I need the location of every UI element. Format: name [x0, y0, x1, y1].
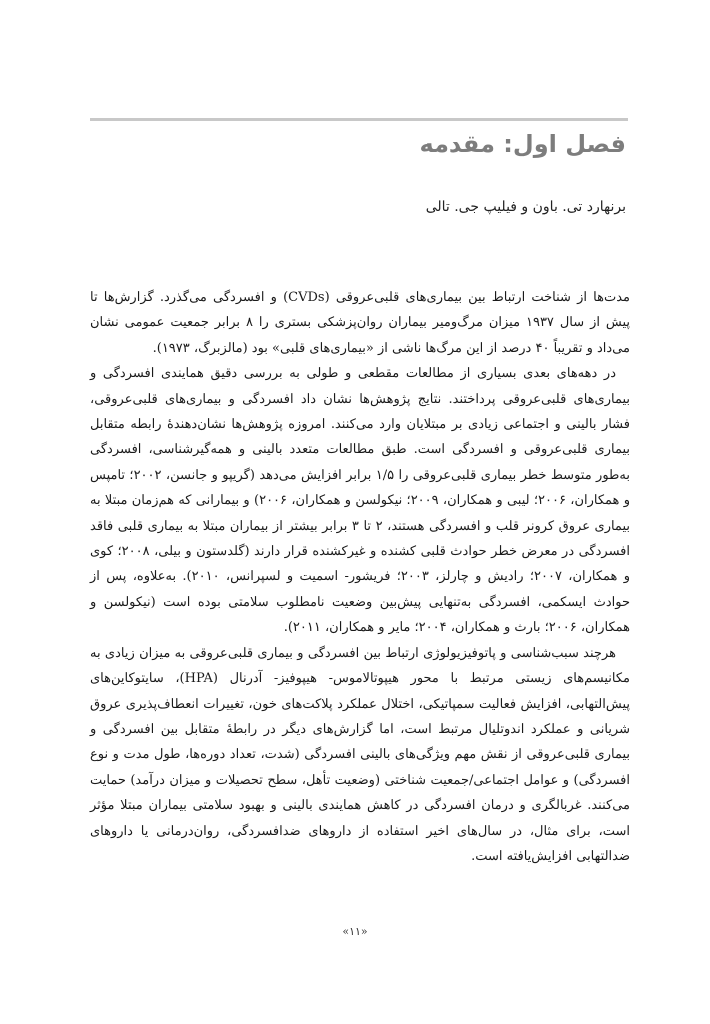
body-text: [90, 285, 630, 869]
paragraph-2: در دهه‌های بعدی بسیاری از مطالعات مقطعی و طولی به بررسی دقیق همایندی افسردگی و بیماری‌های قلبی‌عروقی پرداختند. نتایج پژوهش‌ها نشان داد افسردگی و بیماری‌های قلبی‌عروقی، فشار بالینی و اجتماعی زیادی بر مبتلایان وارد می‌کنند. امروزه پژوهش‌ها نشان‌دهندهٔ رابطه متقابل بیماری قلبی‌عروقی و افسردگی است. طبق مطالعات متعدد بالینی و همه‌گیرشناسی، افسردگی به‌طور متوسط خطر بیماری قلبی‌عروقی را ۱/۵ برابر افزایش می‌دهد (گریپو و جانسن، ۲۰۰۲؛ تامپس و همکاران، ۲۰۰۶؛ لیبی و همکاران، ۲۰۰۹؛ نیکولسن و همکاران، ۲۰۰۶) و بیمارانی که هم‌زمان مبتلا به بیماری عروق کرونر قلب و افسردگی هستند، ۲ تا ۳ برابر بیشتر از بیماران مبتلا به بیماری قلبی فاقد افسردگی در معرض خطر حوادث قلبی کشنده و غیرکشنده قرار دارند (گلدستون و بیلی، ۲۰۰۸؛ کوی و همکاران، ۲۰۰۷؛ رادیش و چارلز، ۲۰۰۳؛ فریشور- اسمیت و لسپرانس، ۲۰۱۰). به‌علاوه، پس از حوادث ایسکمی، افسردگی به‌تنهایی پیش‌بین وضعیت نامطلوب سلامتی بوده است (نیکولسن و همکاران، ۲۰۰۶؛ بارث و همکاران، ۲۰۰۴؛ مایر و همکاران، ۲۰۱۱).: [90, 366, 630, 636]
paragraph-1: مدت‌ها از شناخت ارتباط بین بیماری‌های قلبی‌عروقی (CVDs) و افسردگی می‌گذرد. گزارش‌ها تا پیش از سال ۱۹۳۷ میزان مرگ‌ومیر بیماران روان‌پزشکی بستری را ۸ برابر جمعیت عمومی نشان می‌داد و تقریباً ۴۰ درصد از این مرگ‌ها ناشی از «بیماری‌های قلبی» بود (مالزبرگ، ۱۹۷۳).: [90, 290, 631, 356]
page-number: «۱۱»: [342, 925, 368, 938]
header-rule: [90, 118, 628, 121]
chapter-title: فصل اول: مقدمه: [419, 130, 626, 158]
chapter-authors: برنهارد تی. باون و فیلیپ جی. تالی: [425, 199, 626, 215]
paragraph-3: هرچند سبب‌شناسی و پاتوفیزیولوژی ارتباط بین افسردگی و بیماری قلبی‌عروقی به میزان زیادی به مکانیسم‌های زیستی مرتبط با محور هیپوتالاموس- هیپوفیز- آدرنال (HPA)، سایتوکاین‌های پیش‌التهابی، افزایش فعالیت سمپاتیکی، اختلال عملکرد پلاکت‌های خون، تغییرات انعطاف‌پذیری عروق شریانی و عملکرد اندوتلیال مرتبط است، اما گزارش‌های دیگر در رابطهٔ متقابل بین افسردگی و بیماری قلبی‌عروقی از نقش مهم ویژگی‌های بالینی افسردگی (شدت، تعداد دوره‌ها، طول مدت و نوع افسردگی) و عوامل اجتماعی/جمعیت شناختی (وضعیت تأهل، سطح تحصیلات و میزان درآمد) حمایت می‌کنند. غربالگری و درمان افسردگی در کاهش همایندی بالینی و بهبود سلامتی بیماران مبتلا مؤثر است، برای مثال، در سال‌های اخیر استفاده از داروهای ضدافسردگی، روان‌درمانی یا داروهای ضدالتهابی افزایش‌یافته است.: [90, 645, 631, 864]
